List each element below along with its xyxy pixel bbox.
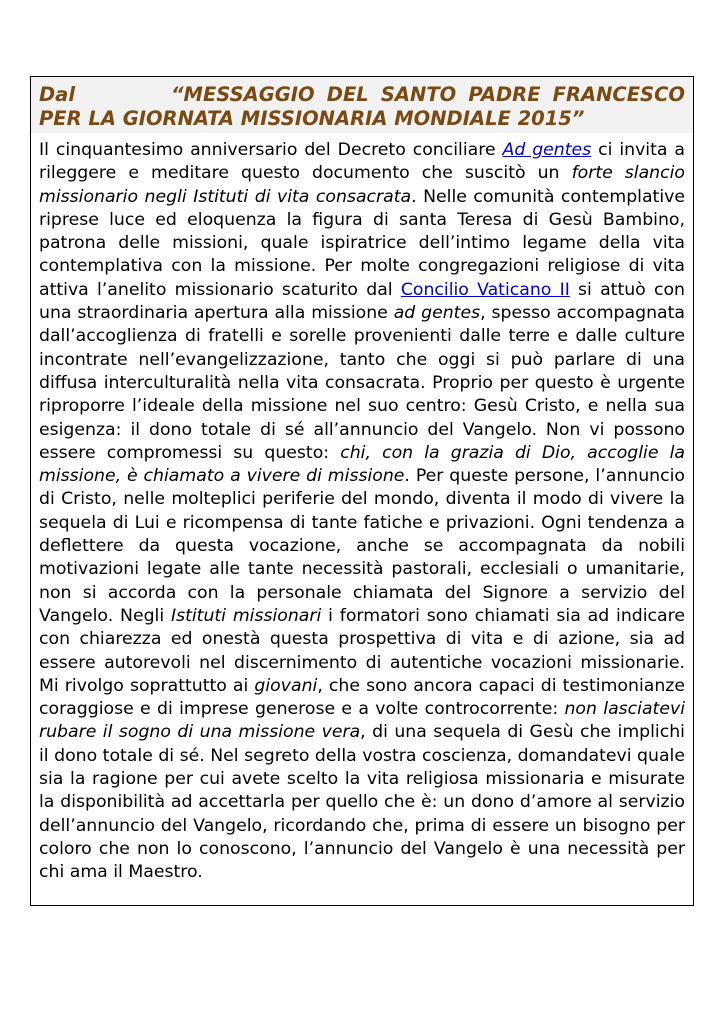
italic-segment: ad gentes bbox=[393, 303, 481, 324]
ad-gentes-link[interactable]: Ad gentes bbox=[502, 140, 592, 160]
text-segment: , di una sequela di Gesù che implichi il dono totale di sé. Nel segreto della vostra coscienza, domandatevi quale sia la ragione per cui avete scelto la vita religiosa missionaria e misurate la disponibilità ad accettarla per quello che è: un dono d’amore al servizio dell’annuncio del Vangelo, ricordando che, prima di essere un bisogno per coloro che non lo conoscono, l’annuncio del Vangelo è una necessità per chi ama il Maestro. bbox=[39, 722, 685, 883]
text-segment: . Per queste persone, l’annuncio di Cristo, nelle molteplici periferie del mondo, diventa il modo di vivere la sequela di Lui e ricompensa di tante fatiche e privazioni. Ogni tendenza a deflettere da questa vocazione, anche se accompagnata da nobili motivazioni legate alle tante necessità pastorali, ecclesiali o umanitarie, non si accorda con la personale chiamata del Signore a servizio del Vangelo. Negli bbox=[39, 466, 686, 626]
header-dal: Dal bbox=[39, 83, 76, 106]
text-segment: . Nelle comunità contemplative riprese luce ed eloquenza la figura di santa Teresa di Gesù Bambino, patrona delle missioni, quale ispiratrice dell’intimo legame della vita contemplativa con la missione. Per molte congregazioni religiose di vita attiva l’anelito missionario scaturito dal bbox=[39, 186, 685, 300]
italic-segment: giovani bbox=[254, 675, 318, 696]
header-title: “MESSAGGIO DEL SANTO PADRE FRANCESCO PER LA GIORNATA MISSIONARIA MONDIALE 2015” bbox=[39, 83, 685, 130]
text-segment: si attuò con una straordinaria apertura alla missione bbox=[39, 279, 686, 324]
italic-segment: non lasciatevi rubare il sogno di una missione vera bbox=[39, 699, 685, 743]
message-body bbox=[31, 133, 693, 885]
text-segment: ci invita a rileggere e meditare questo documento che suscitò un bbox=[39, 140, 685, 184]
message-header bbox=[31, 77, 693, 133]
document-frame bbox=[30, 76, 694, 906]
text-segment: Il cinquantesimo anniversario del Decreto conciliare bbox=[39, 140, 503, 160]
text-segment: , che sono ancora capaci di testimonianze coraggiose e di imprese generose e a volte controcorrente: bbox=[39, 675, 685, 720]
text-segment: i formatori sono chiamati sia ad indicare con chiarezza ed onestà questa prospettiva di vita e di azione, sia ad essere autorevoli nel discernimento di autentiche vocazioni missionarie. Mi rivolgo soprattutto ai bbox=[39, 605, 685, 696]
italic-segment: Istituti missionari bbox=[171, 605, 322, 626]
italic-segment: chi, con la grazia di Dio, accoglie la missione, è chiamato a vivere di missione bbox=[39, 442, 685, 487]
concilio-vaticano-link[interactable]: Concilio Vaticano II bbox=[400, 279, 570, 300]
text-segment: , spesso accompagnata dall’accoglienza di fratelli e sorelle provenienti dalle terre e dalle culture incontrate nell’evangelizzazione, tanto che oggi si può parlare di una diffusa interculturalità nella vita consacrata. Proprio per questo è urgente riproporre l’ideale della missione nel suo centro: Gesù Cristo, e nella sua esigenza: il dono totale di sé all’annuncio del Vangelo. Non vi possono essere compromessi su questo: bbox=[39, 303, 685, 463]
italic-segment: forte slancio missionario negli Istituti di vita consacrata bbox=[39, 163, 686, 207]
